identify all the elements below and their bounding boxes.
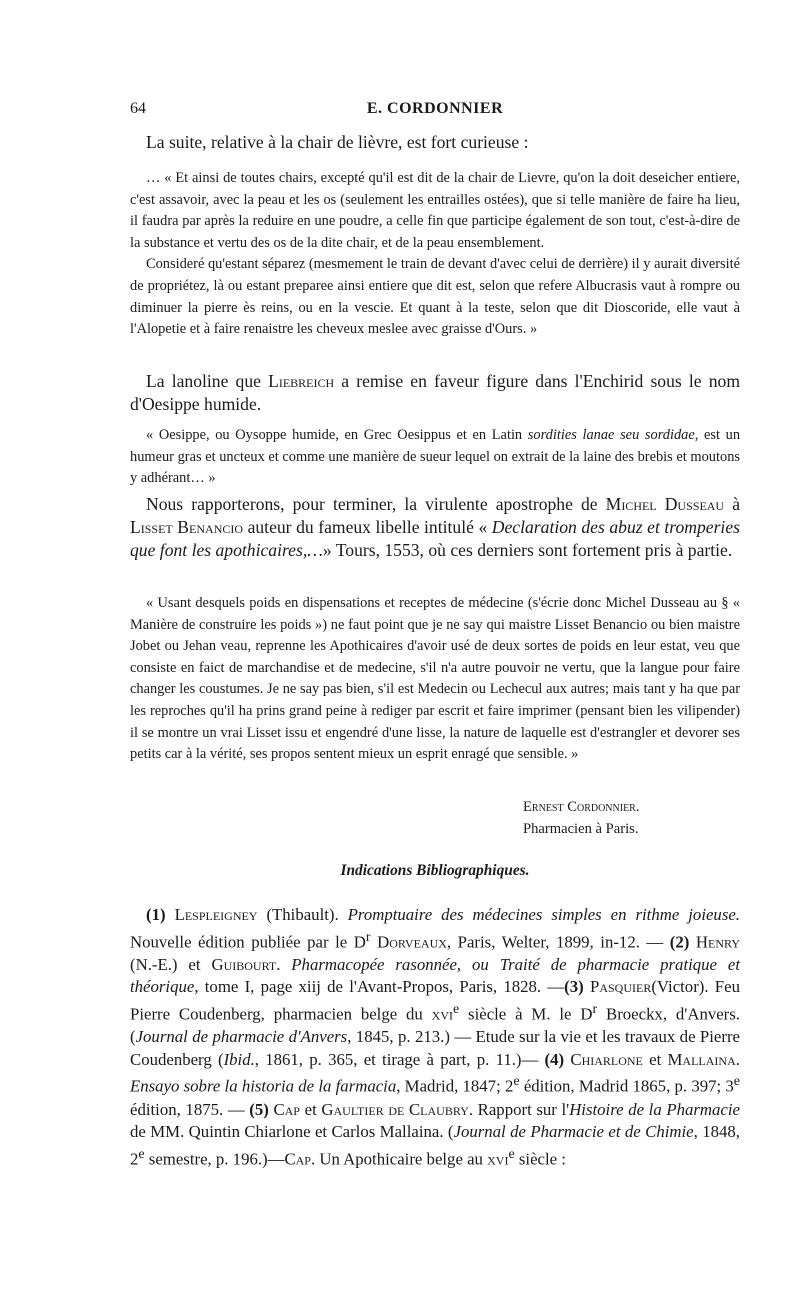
bibliography-fragment: Mallaina: [667, 1049, 736, 1069]
bibliography-fragment: . Un Apothicaire belge au: [310, 1149, 488, 1169]
bibliography-fragment: et: [300, 1099, 322, 1119]
bibliography-fragment: édition, 1875. —: [130, 1099, 250, 1119]
bibliography-fragment: (Thibault).: [257, 905, 348, 924]
lanoline-paragraph: La lanoline que Liebreich a remise en faveur figure dans l'Enchirid sous le nom d'Oesippe humide.: [130, 371, 741, 414]
bibliography-fragment: Gaultier de Claubry: [321, 1099, 469, 1119]
bibliography-fragment: semestre, p. 196.)—: [144, 1149, 285, 1169]
bibliography-fragment: (1): [146, 905, 166, 924]
bibliography-heading: Indications Bibliographiques.: [340, 862, 530, 879]
bibliography-fragment: e: [733, 1074, 740, 1090]
quote-dusseau: « Usant desquels poids en dispensations et receptes de médecine (s'écrie donc Michel Dusseau au § « Manière de construire les poids ») ne faut point que je ne say qui maistre Lisset Benancio ou bien maistre Jobet ou Jehan veau, reprenne les Apothicaires d'avoir usé de deux sortes de poids en leur estat, veu que consiste en faict de marchandise et de medecine, s'il n'a autre pouvoir ne vertu, que la langue pour faire changer les coustumes. Je ne say pas bien, s'il est Medecin ou Lechecul aux autres; mais tant y ha que par les reproches qu'il ha prins grand peine à rediger par escrit et faire imprimer (pensant bien les vilipender) il se montre un vrai Lisset issu et engendré d'une lisse, la nature de laquelle est d'estrangler et devorer ses petits car à la vérité, ses propos sentent mieux un esprit enragé que sensible. »: [130, 595, 740, 763]
bibliography-fragment: siècle :: [514, 1149, 566, 1169]
bibliography-fragment: Lespleigney: [174, 905, 258, 924]
bibliography-fragment: Cap: [273, 1099, 300, 1119]
signature: [523, 797, 640, 840]
bibliography-fragment: , 1848, 2: [130, 1122, 740, 1169]
bibliography-fragment: Journal de pharmacie d'Anvers: [135, 1027, 348, 1047]
quote-oesippe: « Oesippe, ou Oysoppe humide, en Grec Oesippus et en Latin sordities lanae seu sordidae, est un humeur gras et uncteux et comme une manière de sueur lequel on extrait de la laine des brebis et moutons y adhérant… »: [130, 427, 741, 487]
bibliography-fragment: r: [592, 1001, 598, 1017]
quote-hare-part2: Consideré qu'estant séparez (mesmement le train de devant d'avec celui de derrière) il y aurait diversité de propriétez, là ou estant preparee ainsi entiere que dit est, selon que refere Albucrasis vaut à rompre ou diminuer la pierre ès reins, ou en la vescie. Et quant à la teste, selon que dit Dioscoride, elle vaut à l'Alopetie et à faire renaistre les cheveux meslee avec graisse d'Ours. »: [130, 256, 740, 338]
running-title: E. CORDONNIER: [366, 100, 504, 117]
bibliography-text: [130, 904, 740, 1171]
quote-hare-part1: … « Et ainsi de toutes chairs, excepté qu'il est dit de la chair de Lievre, qu'on la doit deseicher entiere, c'est assavoir, avec la peau et les os (seulement les entrailles ostées), que si telle manière de faire ha lieu, il faudra par après la reduire en une poudre, a celle fin que participe également de son tout, c'est-à-dire de la substance et vertu des os de la dite chair, et de la peau ensemblement.: [130, 170, 740, 251]
bibliography-fragment: Ensayo sobre la historia de la farmacia: [130, 1076, 397, 1096]
bibliography-fragment: siècle à M. le D: [459, 1004, 593, 1024]
bibliography-fragment: Nouvelle édition publiée par le D: [130, 932, 366, 952]
bibliography-fragment: Histoire de la Pharmacie: [569, 1099, 740, 1119]
bibliography-fragment: Cap: [284, 1149, 311, 1169]
bibliography-fragment: r: [365, 929, 371, 945]
bibliography-fragment: de MM. Quintin Chiarlone et Carlos Mallaina. (: [130, 1122, 454, 1142]
bibliography-fragment: Ibid.: [223, 1049, 255, 1069]
bibliography-fragment: (3): [564, 977, 584, 997]
bibliography-fragment: , Madrid, 1847; 2: [396, 1076, 514, 1096]
bibliography-fragment: e: [452, 1001, 460, 1017]
bibliography-fragment: (Victor). Feu Pierre Coudenberg, pharmacien belge du: [130, 977, 740, 1024]
bibliography-fragment: (5): [249, 1099, 269, 1119]
bibliography-fragment: Henry: [695, 932, 741, 952]
author-name: Michel Dusseau: [605, 494, 725, 514]
bibliography-fragment: et: [642, 1049, 668, 1069]
bibliography-fragment: Journal de Pharmacie et de Chimie: [453, 1122, 694, 1142]
bibliography-fragment: Pasquier: [589, 977, 652, 997]
bibliography-fragment: (2): [669, 932, 690, 952]
bibliography-fragment: .: [735, 1049, 740, 1069]
bibliography-fragment: édition, Madrid 1865, p. 397; 3: [519, 1076, 734, 1096]
bibliography-fragment: xvi: [431, 1004, 453, 1024]
bibliography-fragment: , 1861, p. 365, et tirage à part, p. 11.)—: [254, 1049, 545, 1069]
bibliography-fragment: Guibourt: [211, 954, 277, 974]
bibliography-fragment: , tome I, page xiij de l'Avant-Propos, Paris, 1828. —: [194, 977, 565, 997]
author-name: Lisset Benancio: [130, 517, 244, 537]
bibliography-fragment: (N.-E.) et: [130, 954, 212, 974]
author-name: Liebreich: [268, 371, 335, 391]
bibliography-fragment: Dorveaux: [377, 932, 447, 952]
bibliography-fragment: . Rapport sur l': [468, 1099, 570, 1119]
bibliography-fragment: (4): [544, 1049, 565, 1069]
signature-title: Pharmacien à Paris.: [523, 820, 639, 837]
bibliography-fragment: , Paris, Welter, 1899, in-12. —: [446, 932, 670, 952]
bibliography-fragment: e: [513, 1074, 520, 1090]
bibliography-fragment: , 1845, p. 213.) — Etude sur la vie et les travaux de Pierre Coudenberg (: [130, 1027, 740, 1069]
bibliography-fragment: Promptuaire des médecines simples en rithme joieuse.: [347, 905, 741, 924]
page-number: 64: [130, 100, 146, 117]
signature-name: Ernest Cordonnier.: [523, 799, 640, 815]
book-title: Declaration des abuz et tromperies que font les apothicaires,…: [130, 517, 740, 560]
bibliography-fragment: Broeckx, d'Anvers. (: [130, 1004, 740, 1047]
intro-paragraph: La suite, relative à la chair de lièvre, est fort curieuse :: [146, 132, 529, 152]
page-header: [130, 100, 740, 122]
bibliography-fragment: e: [138, 1146, 145, 1162]
bibliography-fragment: .: [276, 954, 292, 974]
bibliography-fragment: Chiarlone: [570, 1049, 643, 1069]
bibliography-fragment: Pharmacopée rasonnée, ou Traité de pharmacie pratique et théorique: [130, 954, 741, 997]
bibliography-fragment: xvi: [487, 1149, 509, 1169]
quote-hare: [130, 168, 740, 341]
closing-paragraph: Nous rapporterons, pour terminer, la virulente apostrophe de Michel Dusseau à Lisset Benancio auteur du fameux libelle intitulé « Declaration des abuz et tromperies que font les apothicaires,…» Tours, 1553, où ces derniers sont fortement pris à partie.: [130, 494, 740, 560]
bibliography-fragment: e: [508, 1146, 515, 1162]
